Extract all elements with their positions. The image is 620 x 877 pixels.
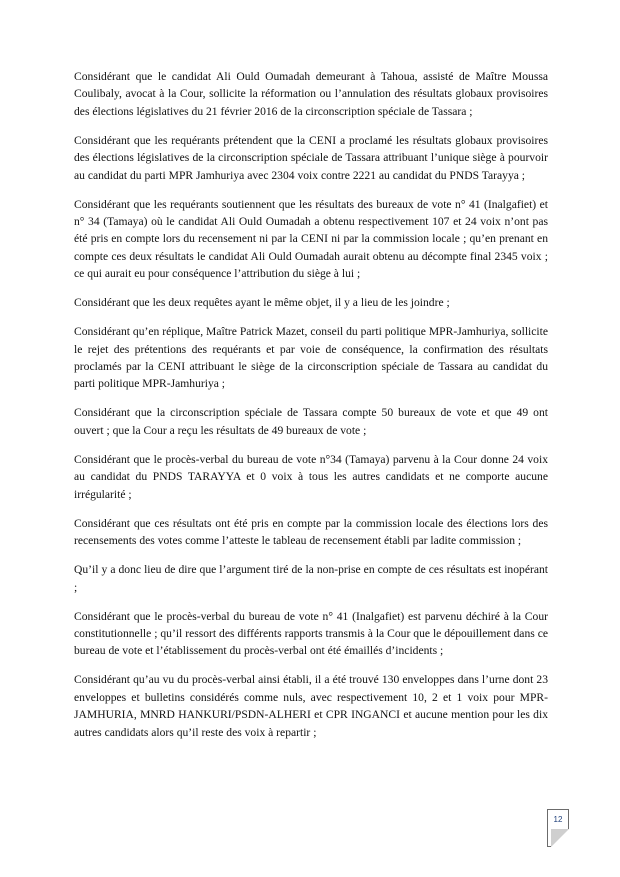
page-number-box <box>547 809 569 847</box>
paragraph-11: Considérant qu’au vu du procès-verbal ainsi établi, il a été trouvé 130 enveloppes dans l’urne dont 23 enveloppes et bulletins considérés comme nuls, avec respectivement 10, 2 et 1 voix pour MPR-JAMHURIA, MNRD HANKURI/PSDN-ALHERI et CPR INGANCI et aucune mention pour les dix autres candidats alors qu’il reste des voix à repartir ; <box>74 673 548 739</box>
paragraph-10: Considérant que le procès-verbal du bureau de vote n° 41 (Inalgafiet) est parvenu déchiré à la Cour constitutionnelle ; qu’il ressort des différents rapports transmis à la Cour que le dépouillement dans ce bureau de vote et l’établissement du procès-verbal ont été émaillés d’incidents ; <box>74 609 548 658</box>
paragraph-3: Considérant que les requérants soutiennent que les résultats des bureaux de vote n° 41 (Inalgafiet) et n° 34 (Tamaya) où le candidat Ali Ould Oumadah a obtenu respectivement 107 et 24 voix n’ont pas été pris en compte lors du recensement ni par la CENI ni par la commission locale ; qu’en prenant en compte ces deux résultats le candidat Ali Ould Oumadah aurait obtenu au décompte final 2345 voix ; ce qui aurait eu pour conséquence l’attribution du siège à lui ; <box>74 197 548 281</box>
paragraph-4: Considérant que les deux requêtes ayant le même objet, il y a lieu de les joindre ; <box>74 296 450 310</box>
paragraph-7: Considérant que le procès-verbal du bureau de vote n°34 (Tamaya) parvenu à la Cour donne 24 voix au candidat du PNDS TARAYYA et 0 voix à tous les autres candidats et ne comporte aucune irrégularité ; <box>74 452 548 501</box>
paragraph-1: Considérant que le candidat Ali Ould Oumadah demeurant à Tahoua, assisté de Maître Moussa Coulibaly, avocat à la Cour, sollicite la réformation ou l’annulation des résultats globaux provisoires des élections législatives du 21 février 2016 de la circonscription spéciale de Tassara ; <box>74 70 548 118</box>
page-number: 12 <box>553 815 563 824</box>
paragraph-8: Considérant que ces résultats ont été pris en compte par la commission locale des élections lors des recensements des votes comme l’atteste le tableau de recensement établi par ladite commission ; <box>74 516 548 548</box>
paragraph-9: Qu’il y a donc lieu de dire que l’argument tiré de la non-prise en compte de ces résultats est inopérant ; <box>74 563 548 594</box>
paragraph-5: Considérant qu’en réplique, Maître Patrick Mazet, conseil du parti politique MPR-Jamhuriya, sollicite le rejet des prétentions des requérants et par voie de conséquence, la confirmation des résultats proclamés par la CENI attribuant le siège de la circonscription spéciale de Tassara au candidat du parti politique MPR-Jamhuriya ; <box>74 325 548 391</box>
paragraph-6: Considérant que la circonscription spéciale de Tassara compte 50 bureaux de vote et que 49 ont ouvert ; que la Cour a reçu les résultats de 49 bureaux de vote ; <box>74 406 548 437</box>
paragraph-2: Considérant que les requérants prétendent que la CENI a proclamé les résultats globaux provisoires des élections législatives de la circonscription spéciale de Tassara attribuant l’unique siège à pourvoir au candidat du parti MPR Jamhuriya avec 2304 voix contre 2221 au candidat du PNDS Tarayya ; <box>74 133 548 182</box>
document-body <box>74 68 548 753</box>
